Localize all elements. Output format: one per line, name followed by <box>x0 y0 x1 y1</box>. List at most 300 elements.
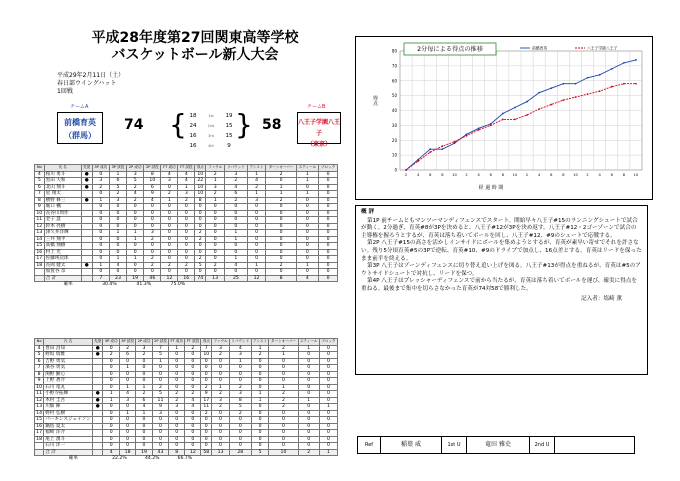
y-tick-label: 50 <box>391 93 397 99</box>
data-point <box>441 145 443 147</box>
data-point <box>575 96 577 98</box>
stat-cell: 0 <box>247 256 266 263</box>
stat-cell: 0 <box>206 243 225 250</box>
stat-cell: 17 <box>201 397 212 404</box>
stat-cell: 0 <box>103 378 119 385</box>
stat-cell: 2 <box>269 397 298 404</box>
stat-cell: 0 <box>136 365 152 372</box>
stat-cell: 6 <box>109 178 126 185</box>
stat-cell: 0 <box>178 236 195 243</box>
stat-cell: 6 <box>225 191 248 198</box>
stat-cell: 0 <box>161 230 178 237</box>
stats-header-cell: FT 試投 <box>178 165 195 172</box>
stat-cell: 1 <box>152 358 168 365</box>
stat-cell: 0 <box>152 443 168 450</box>
stat-cell: 0 <box>247 210 266 217</box>
stat-cell: 1 <box>298 345 319 352</box>
player-name-cell: 濱谷 勇気 <box>44 365 93 372</box>
stat-cell: ● <box>81 197 92 204</box>
data-point <box>635 83 637 85</box>
stat-cell: 0 <box>201 443 212 450</box>
stat-cell: 0 <box>251 423 269 430</box>
quarter-row: 16 4th 9 <box>189 143 231 149</box>
x-tick-label: 2 <box>404 173 408 177</box>
stat-cell: 2 <box>266 171 296 178</box>
stat-cell: 0 <box>266 243 296 250</box>
data-point <box>550 87 552 89</box>
stat-cell: 4 <box>185 404 201 411</box>
stat-cell: 0 <box>319 178 338 185</box>
player-name-cell: 石川 洋一 <box>44 443 93 450</box>
y-tick-label: 70 <box>391 63 397 69</box>
stat-cell: 10 <box>201 352 212 359</box>
stat-cell: 0 <box>298 378 319 385</box>
stat-cell: 0 <box>269 443 298 450</box>
stat-cell: 1 <box>161 197 178 204</box>
player-name-cell: 村上 光 <box>44 249 81 256</box>
umpire2-name <box>554 437 615 453</box>
stat-cell: 3 <box>119 397 135 404</box>
stat-cell: 0 <box>298 423 319 430</box>
title-line-2: バスケットボール新人大会 <box>111 47 279 63</box>
stat-cell: 0 <box>169 371 185 378</box>
data-point <box>587 77 589 79</box>
stats-header-cell: No <box>35 339 44 346</box>
stat-cell: 0 <box>247 217 266 224</box>
stat-cell: 2 <box>229 410 251 417</box>
data-point <box>562 83 564 85</box>
stat-cell: 0 <box>319 436 337 443</box>
stat-cell: 0 <box>119 417 135 424</box>
stat-cell: 0 <box>152 430 168 437</box>
stat-cell: 4 <box>109 262 126 269</box>
stat-cell: 0 <box>161 223 178 230</box>
stat-cell: 0 <box>319 230 338 237</box>
review-paragraph: 第2P 八王子#15の高さを活かしインサイドにボールを集めようとするが、育英が素早い寄せでそれを許さない。残り5分頃育英#5の3Pで逆転、育英#10、#9のドライブで加点し、16点差とする。育英はリードを保ったまま前半を終える。 <box>361 240 642 262</box>
x-axis-label: 経 過 時 間 <box>478 185 504 191</box>
stat-cell: 0 <box>319 352 337 359</box>
stat-cell: 2 <box>127 184 144 191</box>
stat-cell: 2 <box>169 397 185 404</box>
stat-cell: 0 <box>212 430 230 437</box>
team-a-name: 前橋育英 <box>64 118 96 127</box>
stat-cell: 1 <box>298 397 319 404</box>
stat-cell: 0 <box>169 358 185 365</box>
stat-cell: 0 <box>266 178 296 185</box>
stat-cell: 0 <box>319 249 338 256</box>
x-tick-label: 4 <box>598 173 601 177</box>
stat-cell: 1 <box>296 191 318 198</box>
player-name-cell: 上野 蒼介 <box>44 378 93 385</box>
stat-cell: 0 <box>92 236 109 243</box>
stat-cell: 10 <box>195 171 206 178</box>
team-a-stats-table <box>34 164 338 288</box>
stat-cell: 3 <box>127 171 144 178</box>
stat-cell: 0 <box>161 217 178 224</box>
stats-header-cell: 2P 成功 <box>137 339 151 343</box>
stat-cell: 14 <box>36 236 43 242</box>
review-panel <box>355 205 648 375</box>
stat-cell: 0 <box>298 358 319 365</box>
stat-cell: 1 <box>251 345 269 352</box>
stat-cell: 0 <box>169 378 185 385</box>
stat-cell: 0 <box>109 223 126 230</box>
stat-cell: 0 <box>296 243 318 250</box>
percentage-cell: 22.2% <box>112 456 127 461</box>
stats-header-cell: アシスト <box>247 165 266 172</box>
stat-cell: 0 <box>92 171 109 178</box>
data-point <box>623 62 625 64</box>
stat-cell: 1 <box>169 345 185 352</box>
stat-cell: 0 <box>298 410 319 417</box>
stat-cell: 16 <box>36 423 43 429</box>
x-tick-label: 8 <box>501 173 504 177</box>
stats-header-cell: ターンオーバー <box>269 339 298 346</box>
stat-cell: 0 <box>319 269 338 276</box>
stat-cell: 2 <box>185 345 201 352</box>
stat-cell: 0 <box>319 443 337 450</box>
stats-header-cell: リバウンド <box>225 165 248 172</box>
stat-cell: 4 <box>178 171 195 178</box>
stat-cell: 0 <box>178 223 195 230</box>
stat-cell: 0 <box>206 249 225 256</box>
stat-cell: 2 <box>266 197 296 204</box>
stat-cell: 1 <box>251 391 269 398</box>
player-name-cell: 川畑 陣 <box>44 404 93 411</box>
stat-cell: 2 <box>201 384 212 391</box>
stat-cell: 2 <box>201 410 212 417</box>
stat-cell: 0 <box>161 249 178 256</box>
stat-cell: 0 <box>185 417 201 424</box>
stat-cell: 0 <box>319 210 338 217</box>
team-a-score: 74 <box>124 117 144 133</box>
stat-cell: 0 <box>229 436 251 443</box>
percentage-cell: 75.0% <box>170 282 186 287</box>
stat-cell: 0 <box>212 443 230 450</box>
stat-cell: 0 <box>92 204 109 211</box>
stat-cell: 0 <box>103 345 119 352</box>
total-cell: 8 <box>169 449 185 456</box>
stat-cell: 1 <box>127 230 144 237</box>
player-name-cell: 鍋島 夏太 <box>44 423 93 430</box>
x-tick-label: 10 <box>633 173 639 177</box>
stat-cell: 2 <box>109 191 126 198</box>
stat-cell: 0 <box>169 384 185 391</box>
data-point <box>526 114 528 116</box>
total-cell: 8 <box>266 275 296 282</box>
stat-cell: 0 <box>169 410 185 417</box>
stat-cell: 0 <box>319 262 338 269</box>
stat-cell: 0 <box>161 243 178 250</box>
stat-cell: 0 <box>119 404 135 411</box>
stat-cell: 2 <box>269 345 298 352</box>
stat-cell: 0 <box>319 191 338 198</box>
stat-cell: 0 <box>319 171 338 178</box>
stat-cell: 0 <box>229 423 251 430</box>
stat-cell: 0 <box>201 430 212 437</box>
quarter-row: 24 2nd 15 <box>189 123 233 129</box>
stat-cell: 0 <box>229 365 251 372</box>
y-tick-label: 0 <box>394 167 397 173</box>
stat-cell: 16 <box>36 249 43 255</box>
stat-cell: 0 <box>136 358 152 365</box>
stat-cell: 1 <box>92 197 109 204</box>
stat-cell: ● <box>81 262 92 269</box>
stat-cell: 0 <box>92 269 109 276</box>
stat-cell: 0 <box>201 436 212 443</box>
stat-cell: 0 <box>161 204 178 211</box>
stat-cell: 0 <box>152 436 168 443</box>
stat-cell: 0 <box>178 243 195 250</box>
percentage-cell: 44.2% <box>144 456 160 461</box>
stat-cell: 0 <box>185 384 201 391</box>
stats-header-cell: FT 成功 <box>161 165 178 172</box>
stat-cell: 4 <box>161 171 178 178</box>
stat-cell: 0 <box>206 204 225 211</box>
total-cell: 0 <box>319 275 338 282</box>
stats-header-cell: スティール <box>296 165 318 172</box>
match-venue: 春日部ウイングハット <box>57 80 117 87</box>
umpire2-label: 2nd U <box>534 442 550 448</box>
stat-cell: 0 <box>185 410 201 417</box>
stat-cell: 0 <box>298 430 319 437</box>
page-title <box>60 30 330 64</box>
stats-header-cell: FT 試投 <box>186 339 200 343</box>
stat-cell: 2 <box>206 262 225 269</box>
data-point <box>466 135 468 137</box>
umpire1-name: 竜田 雅史 <box>466 437 530 453</box>
stat-cell: 2 <box>178 262 195 269</box>
x-tick-label: 10 <box>452 173 457 177</box>
stat-cell: 0 <box>247 230 266 237</box>
stat-cell: 0 <box>109 236 126 243</box>
total-cell: 19 <box>127 275 144 282</box>
stat-cell: 1 <box>92 262 109 269</box>
stat-cell: 4 <box>229 345 251 352</box>
stat-cell: 2 <box>161 191 178 198</box>
stat-cell: 3 <box>144 230 161 237</box>
stat-cell: 0 <box>212 358 230 365</box>
stats-header-cell: 3P 成功 <box>92 165 109 172</box>
total-label-cell: 合 計 <box>44 275 81 282</box>
stat-cell: 0 <box>144 243 161 250</box>
score-chart <box>356 37 652 199</box>
stat-cell: 0 <box>319 397 337 404</box>
stat-cell: 0 <box>195 217 206 224</box>
stat-cell: 1 <box>109 171 126 178</box>
stat-cell: 0 <box>185 436 201 443</box>
x-tick-label: 10 <box>512 173 518 177</box>
total-label-cell: 合 計 <box>44 449 93 456</box>
data-point <box>635 59 637 61</box>
stat-cell: 2 <box>152 384 168 391</box>
x-tick-label: 4 <box>477 173 480 177</box>
percentage-row <box>35 282 338 288</box>
stats-header-cell: FT 成功 <box>170 339 183 343</box>
stat-cell: 0 <box>119 423 135 430</box>
score-chart-panel <box>355 36 653 200</box>
stat-cell: 0 <box>269 430 298 437</box>
stat-cell: 1 <box>266 184 296 191</box>
stat-cell: 0 <box>92 230 109 237</box>
total-cell: 12 <box>185 449 201 456</box>
total-cell: 28 <box>229 449 251 456</box>
stat-cell: 0 <box>269 417 298 424</box>
stat-cell: 2 <box>119 345 135 352</box>
stat-cell: 1 <box>109 256 126 263</box>
stat-cell: 0 <box>92 217 109 224</box>
stat-cell: 0 <box>201 358 212 365</box>
review-heading: 概 評 <box>361 209 375 215</box>
stat-cell: 0 <box>225 249 248 256</box>
stat-cell: ● <box>92 397 103 404</box>
stat-cell: 0 <box>161 236 178 243</box>
player-name-cell: 桜川 勇斗 <box>44 171 81 178</box>
x-tick-label: 2 <box>465 173 468 177</box>
stat-cell: 0 <box>296 197 318 204</box>
stat-cell: 18 <box>36 262 43 268</box>
stat-cell: 0 <box>319 223 338 230</box>
y-tick-label: 40 <box>391 108 397 113</box>
stat-cell: 0 <box>103 423 119 430</box>
total-cell: 23 <box>109 275 126 282</box>
stat-cell: 0 <box>109 210 126 217</box>
stat-cell: 3 <box>247 197 266 204</box>
stat-cell: 0 <box>206 269 225 276</box>
stat-cell: 0 <box>103 371 119 378</box>
stat-cell: 6 <box>35 184 45 191</box>
review-author: 記入者：塩崎 薫 <box>581 295 622 302</box>
data-point <box>454 141 456 143</box>
stat-cell: 0 <box>296 217 318 224</box>
stat-cell: 0 <box>169 430 185 437</box>
stat-cell: 1 <box>229 358 251 365</box>
stat-cell: 0 <box>225 223 248 230</box>
stat-cell: 0 <box>247 236 266 243</box>
stats-header-cell: 先発 <box>94 339 102 343</box>
stat-cell: 1 <box>225 236 248 243</box>
stat-cell: 3 <box>152 410 168 417</box>
stat-cell: 1 <box>206 197 225 204</box>
data-point <box>550 104 552 106</box>
stat-cell: 0 <box>319 217 338 224</box>
player-name-cell: 高橋 翔樹 <box>44 243 81 250</box>
total-cell: 2 <box>298 449 319 456</box>
stat-cell: 0 <box>152 423 168 430</box>
stats-header-cell: 2P 試投 <box>144 165 161 172</box>
x-tick-label: 2 <box>586 173 589 177</box>
stat-cell: 0 <box>127 262 144 269</box>
stat-cell: 8 <box>195 197 206 204</box>
stat-cell: 0 <box>169 436 185 443</box>
stat-cell: 0 <box>296 223 318 230</box>
stat-cell: 0 <box>298 391 319 398</box>
total-cell: 7 <box>92 275 109 282</box>
total-cell: 4 <box>103 449 119 456</box>
legend-label: 八王子学園八王子 <box>587 45 618 51</box>
stat-cell: 3 <box>229 391 251 398</box>
stat-cell: 0 <box>103 417 119 424</box>
stat-cell: 0 <box>296 204 318 211</box>
data-point <box>575 83 577 85</box>
data-point <box>490 124 492 126</box>
stat-cell: 2 <box>212 352 230 359</box>
x-tick-label: 2 <box>525 173 529 177</box>
stat-cell: 0 <box>319 430 337 437</box>
stat-cell: 0 <box>247 243 266 250</box>
stat-cell: 0 <box>266 204 296 211</box>
stats-header-cell: ターンオーバー <box>266 165 296 172</box>
stat-cell: 0 <box>119 371 135 378</box>
stat-cell: 0 <box>251 430 269 437</box>
x-tick-label: 4 <box>417 173 420 177</box>
data-point <box>538 108 540 110</box>
stat-cell: 0 <box>178 256 195 263</box>
stat-cell: 2 <box>136 391 152 398</box>
stat-cell: 0 <box>251 358 269 365</box>
stat-cell: 0 <box>269 371 298 378</box>
match-info <box>57 72 124 96</box>
stat-cell: 0 <box>136 378 152 385</box>
player-name-cell: 小野寺拓輝 <box>44 391 93 398</box>
stat-cell: 0 <box>319 345 337 352</box>
stat-cell: 0 <box>298 352 319 359</box>
y-tick-label: 10 <box>391 152 397 158</box>
stat-cell: 0 <box>185 358 201 365</box>
player-name-cell: 木村 圭吾 <box>44 397 93 404</box>
player-name-cell: 金子 慧 <box>44 217 81 224</box>
stat-cell: 1 <box>247 262 266 269</box>
stats-header-cell: No <box>35 165 45 172</box>
player-name-cell: 長岡 健太 <box>44 262 81 269</box>
stat-cell: 4 <box>247 178 266 185</box>
stat-cell: 0 <box>161 210 178 217</box>
stat-cell: 5 <box>127 178 144 185</box>
data-point <box>478 129 480 131</box>
empty-cell <box>35 282 45 288</box>
stat-cell: 2 <box>178 197 195 204</box>
stat-cell: 0 <box>229 443 251 450</box>
stat-cell: 2 <box>136 352 152 359</box>
stats-header-cell: リバウンド <box>231 339 250 343</box>
stat-cell: 0 <box>127 269 144 276</box>
stat-cell: 9 <box>35 204 45 211</box>
total-cell: 74 <box>195 275 206 282</box>
stat-cell: 0 <box>119 443 135 450</box>
stat-cell: 10 <box>195 191 206 198</box>
percentage-cell: 66.7% <box>177 456 193 461</box>
stat-cell: 0 <box>319 378 337 385</box>
stat-cell: 0 <box>178 210 195 217</box>
stats-header-cell: 得点 <box>202 339 210 343</box>
stat-cell: 8 <box>35 371 44 378</box>
stat-cell: 5 <box>195 262 206 269</box>
stat-cell: 5 <box>152 391 168 398</box>
percentage-cell: 確率 <box>68 456 78 461</box>
review-paragraph: 第4P 八王子はプレッシャーディフェンスで前から当たるが、育英は落ち着いてボールを運び、確実に得点を重ねる。最後まで集中を切らさなかった育英が74対58で勝利した。 <box>361 278 637 292</box>
stat-cell: 3 <box>92 178 109 185</box>
stat-cell: 2 <box>185 391 201 398</box>
stat-cell: 0 <box>136 436 152 443</box>
empty-cell <box>195 282 338 288</box>
total-cell: 10 <box>269 449 298 456</box>
stat-cell: 0 <box>225 217 248 224</box>
stat-cell: 0 <box>144 210 161 217</box>
stat-cell: 1 <box>247 171 266 178</box>
data-point <box>502 119 504 121</box>
data-point <box>405 169 407 171</box>
stat-cell: ● <box>92 404 103 411</box>
